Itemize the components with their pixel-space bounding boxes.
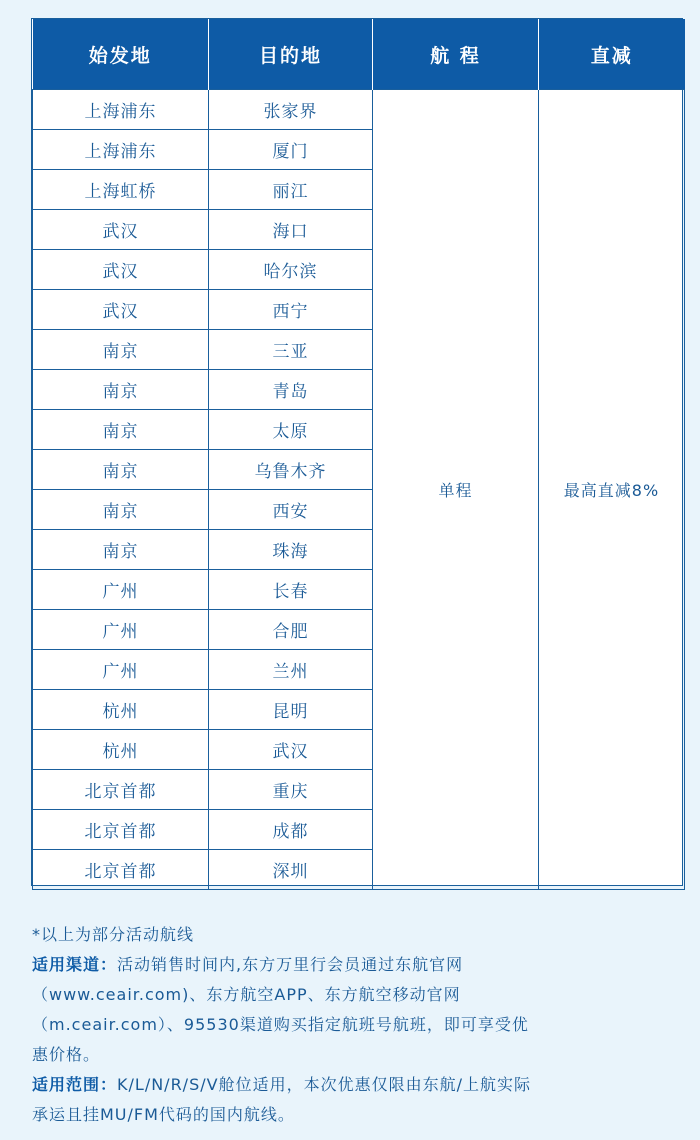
origin-cell: 南京	[33, 330, 209, 370]
destination-cell: 海口	[209, 210, 373, 250]
origin-cell: 广州	[33, 610, 209, 650]
channel-text-2: （www.ceair.com)、东方航空APP、东方航空移动官网	[32, 985, 461, 1004]
origin-cell: 武汉	[33, 290, 209, 330]
origin-cell: 杭州	[33, 690, 209, 730]
route-table	[32, 19, 685, 890]
origin-cell: 南京	[33, 410, 209, 450]
header-origin: 始发地	[33, 19, 209, 90]
destination-cell: 重庆	[209, 770, 373, 810]
destination-cell: 成都	[209, 810, 373, 850]
destination-cell: 昆明	[209, 690, 373, 730]
origin-cell: 广州	[33, 650, 209, 690]
destination-cell: 三亚	[209, 330, 373, 370]
discount-cell: 最高直减8%	[539, 90, 685, 890]
origin-cell: 武汉	[33, 250, 209, 290]
destination-cell: 厦门	[209, 130, 373, 170]
origin-cell: 上海浦东	[33, 130, 209, 170]
table-body	[33, 90, 685, 890]
origin-cell: 北京首都	[33, 850, 209, 890]
scope-text-1: K/L/N/R/S/V舱位适用，本次优惠仅限由东航/上航实际	[117, 1075, 531, 1094]
channel-label: 适用渠道：	[32, 955, 118, 974]
destination-cell: 张家界	[209, 90, 373, 130]
destination-cell: 深圳	[209, 850, 373, 890]
destination-cell: 太原	[209, 410, 373, 450]
scope-paragraph	[32, 1070, 672, 1100]
destination-cell: 长春	[209, 570, 373, 610]
terms-notes	[32, 920, 672, 1130]
destination-cell: 哈尔滨	[209, 250, 373, 290]
scope-label: 适用范围：	[32, 1075, 118, 1094]
scope-text-2: 承运且挂MU/FM代码的国内航线。	[32, 1105, 295, 1124]
route-table-container	[31, 18, 683, 886]
origin-cell: 南京	[33, 490, 209, 530]
origin-cell: 北京首都	[33, 770, 209, 810]
destination-cell: 西宁	[209, 290, 373, 330]
header-destination: 目的地	[209, 19, 373, 90]
table-header-row	[33, 19, 685, 90]
channel-text-3: （m.ceair.com）、95530渠道购买指定航班号航班，即可享受优	[32, 1015, 529, 1034]
destination-cell: 合肥	[209, 610, 373, 650]
destination-cell: 青岛	[209, 370, 373, 410]
destination-cell: 丽江	[209, 170, 373, 210]
origin-cell: 武汉	[33, 210, 209, 250]
header-trip-type: 航 程	[373, 19, 539, 90]
channel-paragraph	[32, 950, 672, 980]
channel-text-1: 活动销售时间内,东方万里行会员通过东航官网	[117, 955, 464, 974]
origin-cell: 北京首都	[33, 810, 209, 850]
destination-cell: 西安	[209, 490, 373, 530]
table-row	[33, 90, 685, 130]
destination-cell: 珠海	[209, 530, 373, 570]
routes-footnote: *以上为部分活动航线	[32, 925, 195, 944]
header-discount: 直减	[539, 19, 685, 90]
destination-cell: 武汉	[209, 730, 373, 770]
origin-cell: 南京	[33, 370, 209, 410]
destination-cell: 乌鲁木齐	[209, 450, 373, 490]
origin-cell: 上海浦东	[33, 90, 209, 130]
trip-type-cell: 单程	[373, 90, 539, 890]
origin-cell: 上海虹桥	[33, 170, 209, 210]
origin-cell: 南京	[33, 450, 209, 490]
origin-cell: 杭州	[33, 730, 209, 770]
destination-cell: 兰州	[209, 650, 373, 690]
origin-cell: 广州	[33, 570, 209, 610]
channel-text-4: 惠价格。	[32, 1045, 101, 1064]
origin-cell: 南京	[33, 530, 209, 570]
